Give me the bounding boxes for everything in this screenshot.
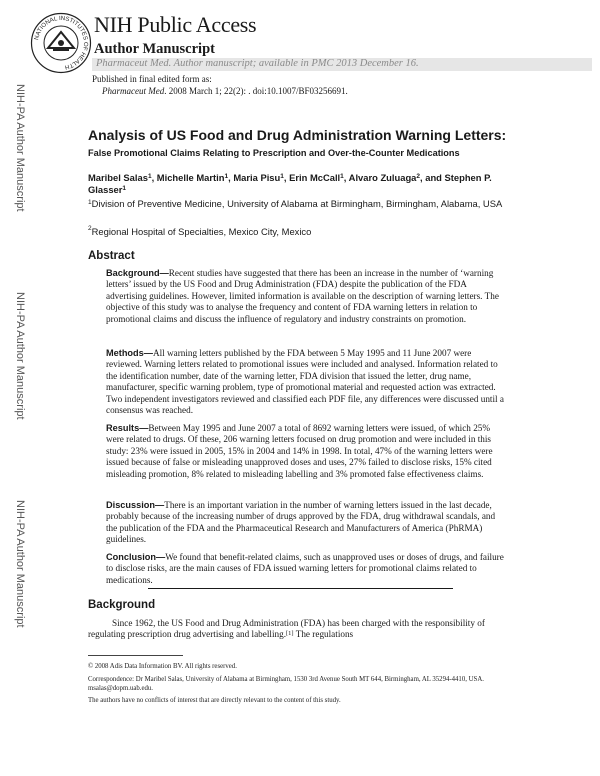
- abstract-results: [106, 423, 506, 480]
- abstract-results-label: Results—: [106, 423, 149, 433]
- conflicts-note: The authors have no conflicts of interest that are directly relevant to the content of this study.: [88, 697, 341, 704]
- author-separator: ,: [343, 172, 349, 183]
- author-separator: , and: [420, 172, 445, 183]
- side-label-middle: NIH-PA Author Manuscript: [14, 292, 26, 420]
- abstract-conclusion-text: We found that benefit-related claims, such as unapproved uses or doses of drugs, and failure to disclose risks, are the main causes of FDA issued warning letters for promotional claims related to medications.: [106, 552, 504, 585]
- background-heading: Background: [88, 599, 156, 611]
- svg-text:NATIONAL INSTITUTES OF HEALTH: NATIONAL INSTITUTES OF HEALTH: [34, 15, 89, 70]
- abstract-discussion-text: There is an important variation in the number of warning letters issued in the last decade, probably because of the increasing number of drugs approved by the FDA, drug withdrawal scandals, and the publication of the FDA and the Pharmaceutical Research and Manufacturers of America (PhRMA) guidelines.: [106, 500, 496, 545]
- affiliation-2-text: Regional Hospital of Specialties, Mexico City, Mexico: [91, 226, 312, 237]
- author-name: Stephen P. Glasser: [88, 172, 492, 195]
- abstract-background-text: Recent studies have suggested that there has been an increase in the number of ‘warning letters’ issued by the US Food and Drug Administration (FDA) despite the publication of the FDA advertising guidelines. However, limited information is available on the description of warning letters. The objective of this study was to analyse the frequency and content of FDA warning letters in relation to promotional claims and discuss the influence of regulatory and industry constraints on promotion.: [106, 268, 499, 324]
- affiliation-1-text: Division of Preventive Medicine, University of Alabama at Birmingham, Birmingham, Alabama, USA: [91, 198, 503, 209]
- author-list: [88, 172, 508, 196]
- manuscript-label: Author Manuscript: [94, 41, 215, 57]
- affiliation-1-number: 1: [88, 199, 92, 206]
- author-name: Erin McCall: [289, 172, 341, 183]
- affiliation-1: [88, 198, 513, 210]
- author-name: Maria Pisu: [233, 172, 281, 183]
- author-separator: ,: [151, 172, 157, 183]
- abstract-methods-label: Methods—: [106, 348, 153, 358]
- background-text: Since 1962, the US Food and Drug Administration (FDA) has been charged with the responsibility of regulating prescription drug advertising and labelling.: [88, 618, 485, 640]
- reference-link[interactable]: [1]: [286, 630, 294, 638]
- abstract-conclusion: [106, 552, 506, 586]
- abstract-background: [106, 268, 506, 325]
- repository-title: NIH Public Access: [94, 12, 257, 37]
- abstract-methods: [106, 348, 506, 416]
- abstract-heading: Abstract: [88, 250, 135, 262]
- author-separator: ,: [283, 172, 290, 183]
- abstract-background-label: Background—: [106, 268, 169, 278]
- author-name: Alvaro Zuluaga: [348, 172, 417, 183]
- author-affiliation-number: 1: [147, 173, 152, 180]
- affiliation-2: [88, 226, 311, 237]
- background-text-continued: The regulations: [293, 629, 354, 640]
- author-affiliation-number: 1: [280, 173, 284, 180]
- side-label-bottom: NIH-PA Author Manuscript: [14, 500, 26, 628]
- author-affiliation-number: 1: [122, 185, 127, 192]
- author-affiliation-number: 1: [340, 173, 344, 180]
- availability-text: Pharmaceut Med. Author manuscript; available in PMC 2013 December 16.: [96, 58, 419, 69]
- published-line: Published in final edited form as:: [92, 74, 212, 84]
- copyright-note: © 2008 Adis Data Information BV. All rights reserved.: [88, 663, 237, 670]
- background-paragraph: [88, 618, 493, 641]
- abstract-divider: [148, 588, 453, 589]
- abstract-discussion-label: Discussion—: [106, 500, 165, 510]
- article-subtitle: False Promotional Claims Relating to Prescription and Over-the-Counter Medications: [88, 148, 460, 158]
- abstract-discussion: [106, 500, 506, 546]
- author-separator: ,: [228, 172, 234, 183]
- footnote-divider: [88, 655, 183, 656]
- author-affiliation-number: 2: [416, 173, 421, 180]
- affiliation-2-number: 2: [88, 225, 92, 232]
- correspondence-note: Correspondence: Dr Maribel Salas, University of Alabama at Birmingham, 1530 3rd Avenue South MT 644, Birmingham, AL 35294-4410, USA. msalas@dopm.uab.edu.: [88, 676, 484, 692]
- author-name: Michelle Martin: [156, 172, 225, 183]
- citation-journal: Pharmaceut Med: [102, 86, 165, 96]
- citation-details: . 2008 March 1; 22(2): . doi:10.1007/BF03256691.: [164, 86, 348, 96]
- author-affiliation-number: 1: [224, 173, 229, 180]
- author-name: Maribel Salas: [88, 172, 148, 183]
- abstract-results-text: Between May 1995 and June 2007 a total of 8692 warning letters were issued, of which 25% were related to drugs. Of these, 206 warning letters focused on drug promotion and were included in this study: 23% were issued in 2005, 15% in 2004 and 14% in 1998. In total, 47% of the warning letters were issued because of false or misleading unapproved doses and uses, 27% failed to disclose risks, 15% cited misleading promotion, 8% related to misleading labelling and 3% promoted false effectiveness claims.: [106, 423, 493, 479]
- abstract-methods-text: All warning letters published by the FDA between 5 May 1995 and 11 June 2007 were reviewed. Warning letters related to promotional issues were included and analysed. Information related to the identification number, date of the warning letter, FDA division that issued the letter, drug name, manufacturer, specific warning problem, type of promotional material and requested action was extracted. Two independent investigators reviewed and classified each PDF file, any differences were discussed until a consensus was reached.: [106, 348, 504, 416]
- side-label-top: NIH-PA Author Manuscript: [14, 84, 26, 212]
- citation-line: [102, 86, 348, 96]
- article-title: Analysis of US Food and Drug Administration Warning Letters:: [88, 127, 507, 143]
- nih-logo-icon: [30, 12, 92, 74]
- abstract-conclusion-label: Conclusion—: [106, 552, 166, 562]
